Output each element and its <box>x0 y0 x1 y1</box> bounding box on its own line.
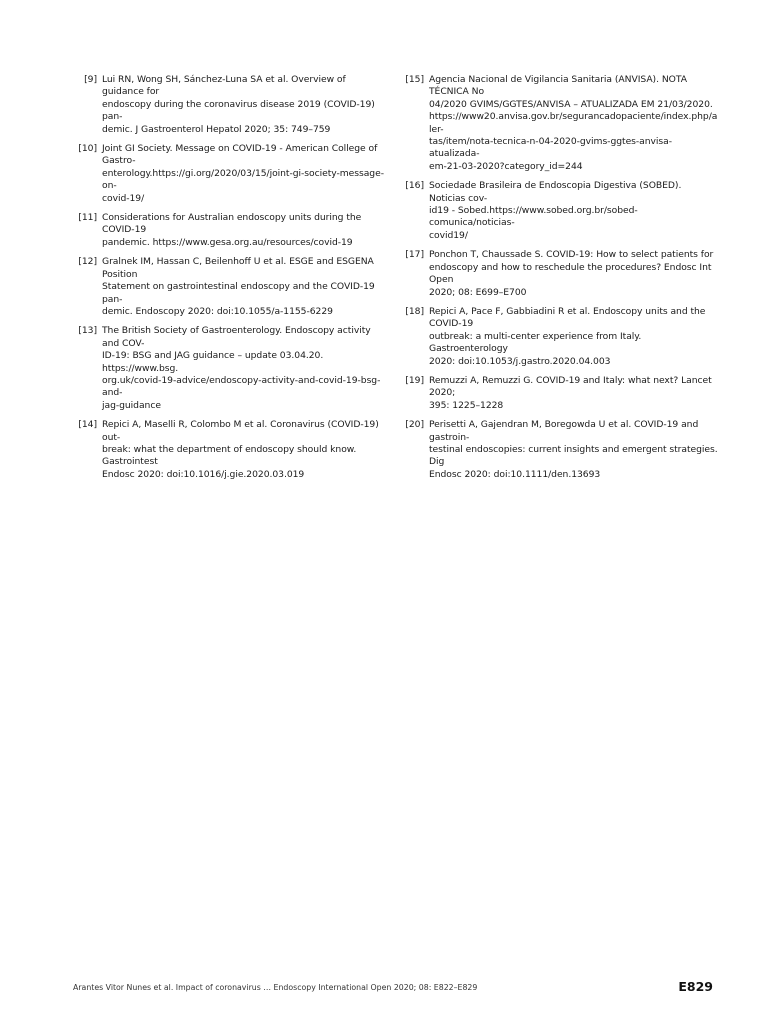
reference-number: [12] <box>78 256 97 268</box>
reference-text: Considerations for Australian endoscopy units during the COVID-19 pandemic. https://www.gesa.org.au/resources/covid-19 <box>102 212 362 248</box>
reference-item <box>400 249 718 299</box>
reference-number: [16] <box>405 180 424 192</box>
reference-item <box>400 74 718 173</box>
reference-text: Repici A, Pace F, Gabbiadini R et al. Endoscopy units and the COVID-19 outbreak: a multi-center experience from Italy. Gastroenterology 2020: doi:10.1053/j.gastro.2020.04.003 <box>429 305 706 367</box>
reference-text: Remuzzi A, Remuzzi G. COVID-19 and Italy: what next? Lancet 2020; 395: 1225–1228 <box>429 374 712 411</box>
reference-item <box>73 143 385 205</box>
reference-number: [13] <box>78 325 97 337</box>
reference-text: Agencia Nacional de Vigilancia Sanitaria (ANVISA). NOTA TÉCNICA No 04/2020 GVIMS/GGTES/ANVISA – ATUALIZADA EM 21/03/2020. https://www20.anvisa.gov.br/segurancadopaciente/index.php/aler- tas/item/nota-tecnica-n-04-2020-gvims-ggtes-anvisa-atualizada- em-21-03-2020?category_id=244 <box>429 74 718 172</box>
reference-number: [15] <box>405 74 424 85</box>
reference-text: Ponchon T, Chaussade S. COVID-19: How to select patients for endoscopy and how to reschedule the procedures? Endosc Int Open 2020; 08: E699–E700 <box>429 249 714 298</box>
reference-number: [19] <box>405 374 424 386</box>
reference-number: [20] <box>405 419 424 431</box>
reference-text: Lui RN, Wong SH, Sánchez-Luna SA et al. Overview of guidance for endoscopy during the coronavirus disease 2019 (COVID-19) pan- demic. J Gastroenterol Hepatol 2020; 35: 749–759 <box>102 74 375 135</box>
reference-number: [11] <box>78 212 97 224</box>
reference-text: Joint GI Society. Message on COVID-19 - American College of Gastro- enterology.https://gi.org/2020/03/15/joint-gi-society-message-on- covid-19/ <box>102 143 384 204</box>
reference-number: [10] <box>78 143 97 155</box>
reference-item <box>73 325 385 412</box>
reference-item <box>73 256 385 318</box>
reference-text: Perisetti A, Gajendran M, Boregowda U et al. COVID-19 and gastroin- testinal endoscopies: current insights and emergent strategies. Dig Endosc 2020: doi:10.1111/den.13693 <box>429 419 718 480</box>
reference-item <box>400 180 718 242</box>
reference-item <box>73 212 385 249</box>
reference-text: The British Society of Gastroenterology. Endoscopy activity and COV- ID-19: BSG and JAG guidance – update 03.04.20. https://www.bsg. org.uk/covid-19-advice/endoscopy-activity-and-covid-19-bsg-and- jag-guidance <box>102 325 381 411</box>
reference-number: [14] <box>78 419 97 431</box>
references-right-column <box>400 74 718 488</box>
page-number: E829 <box>678 979 713 994</box>
reference-item <box>400 306 718 368</box>
references-left-column <box>73 74 385 488</box>
reference-item <box>73 74 385 136</box>
reference-number: [9] <box>84 74 97 85</box>
reference-item <box>400 375 718 412</box>
reference-item <box>400 419 718 481</box>
footer-citation: Arantes Vitor Nunes et al. Impact of coronavirus … Endoscopy International Open 2020; 08: E822–E829 <box>73 983 478 992</box>
reference-item <box>73 419 385 481</box>
reference-text: Gralnek IM, Hassan C, Beilenhoff U et al. ESGE and ESGENA Position Statement on gastrointestinal endoscopy and the COVID-19 pan- demic. Endoscopy 2020: doi:10.1055/a-1155-6229 <box>102 256 375 317</box>
reference-text: Sociedade Brasileira de Endoscopia Digestiva (SOBED). Noticias cov- id19 - Sobed.https://www.sobed.org.br/sobed-comunica/noticias- covid19/ <box>429 180 682 241</box>
reference-text: Repici A, Maselli R, Colombo M et al. Coronavirus (COVID-19) out- break: what the department of endoscopy should know. Gastrointest Endosc 2020: doi:10.1016/j.gie.2020.03.019 <box>102 419 379 480</box>
reference-number: [18] <box>405 305 424 317</box>
reference-number: [17] <box>405 249 424 261</box>
